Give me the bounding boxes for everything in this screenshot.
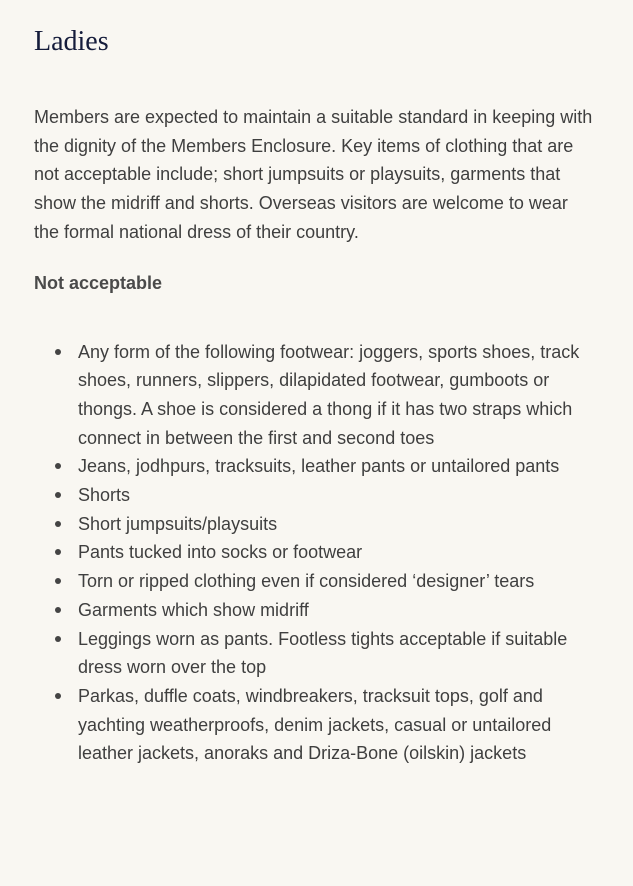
list-item-text: Any form of the following footwear: joggers, sports shoes, track shoes, runners, slippers, dilapidated footwear, gumboots or thongs. A shoe is considered a thong if it has two straps which connect in between the first and second toes [78, 341, 580, 448]
bullet-icon [55, 349, 61, 355]
list-item-text: Parkas, duffle coats, windbreakers, tracksuit tops, golf and yachting weatherproofs, denim jackets, casual or untailored leather jackets, anoraks and Driza-Bone (oilskin) jackets [78, 685, 552, 764]
list-item-text: Garments which show midriff [78, 599, 309, 620]
list-item [34, 481, 583, 510]
list-item [34, 682, 583, 768]
not-acceptable-heading: Not acceptable [34, 272, 163, 293]
bullet-icon [55, 521, 61, 527]
bullet-icon [55, 492, 61, 498]
list-item-text: Torn or ripped clothing even if considered ‘designer’ tears [78, 571, 535, 592]
list-item-text: Leggings worn as pants. Footless tights acceptable if suitable dress worn over the top [78, 628, 568, 678]
intro-paragraph: Members are expected to maintain a suitable standard in keeping with the dignity of the Members Enclosure. Key items of clothing that are not acceptable include; short jumpsuits or playsuits, garments that show the midriff and shorts. Overseas visitors are welcome to wear the formal national dress of their country. [34, 107, 593, 242]
bullet-icon [55, 578, 61, 584]
list-item [34, 567, 583, 596]
list-item [34, 452, 583, 481]
list-item-text: Short jumpsuits/playsuits [78, 513, 278, 534]
list-item [34, 510, 583, 539]
list-item [34, 596, 583, 625]
bullet-icon [55, 549, 61, 555]
bullet-icon [55, 693, 61, 699]
list-item-text: Jeans, jodhpurs, tracksuits, leather pants or untailored pants [78, 456, 560, 477]
page-title: Ladies [34, 26, 109, 57]
bullet-icon [55, 607, 61, 613]
not-acceptable-list [34, 338, 599, 769]
list-item [34, 625, 583, 682]
bullet-icon [55, 636, 61, 642]
list-item [34, 338, 583, 453]
bullet-icon [55, 463, 61, 469]
list-item-text: Shorts [78, 485, 131, 506]
list-item [34, 538, 583, 567]
list-item-text: Pants tucked into socks or footwear [78, 542, 363, 563]
